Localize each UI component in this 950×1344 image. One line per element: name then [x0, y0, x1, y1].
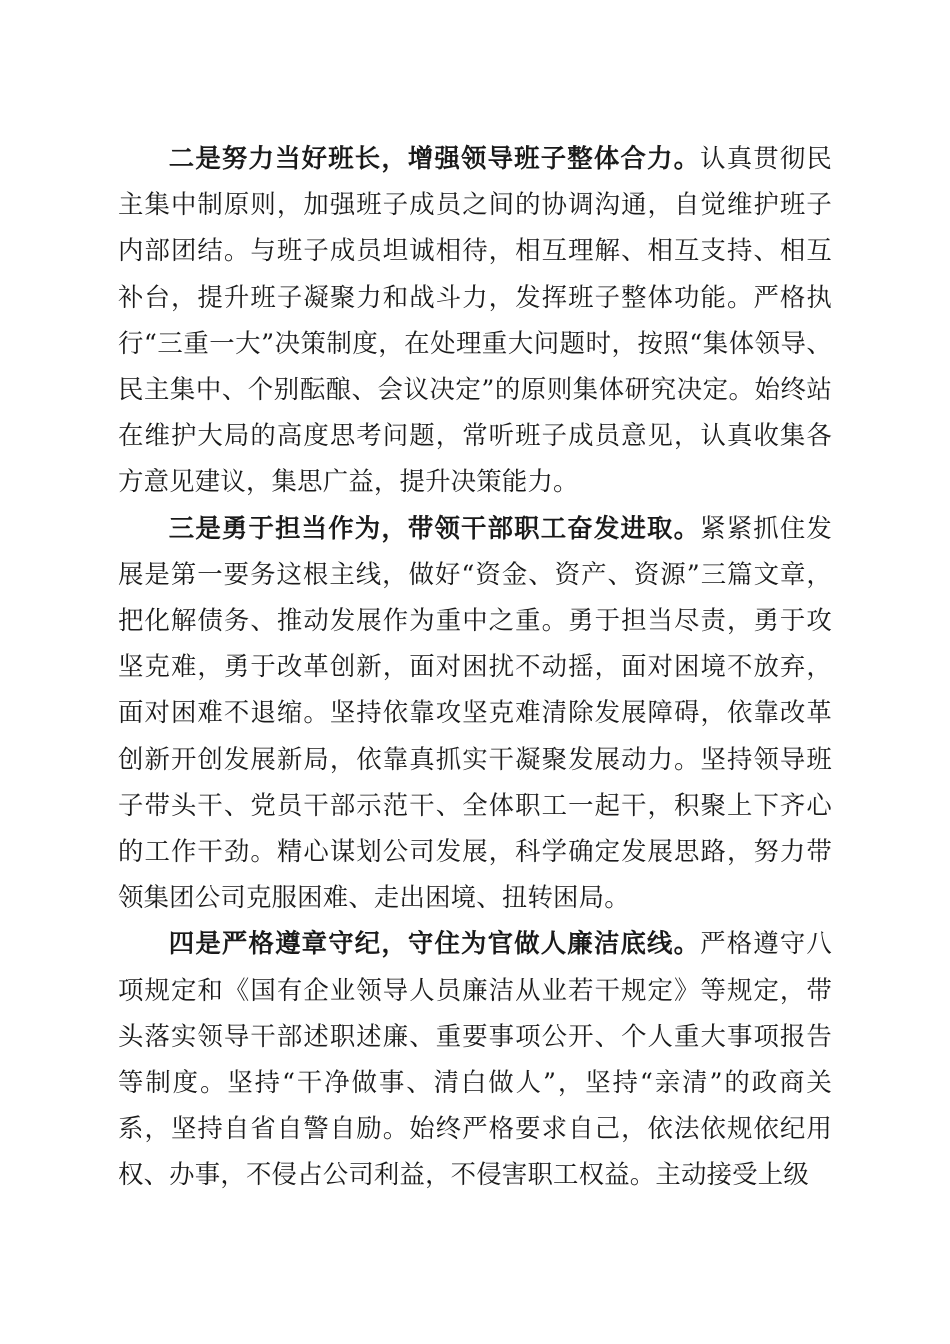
document-body	[118, 135, 832, 1198]
paragraph-3-lead: 三是勇于担当作为，带领干部职工奋发进取。	[168, 512, 701, 543]
paragraph-2	[118, 135, 832, 505]
paragraph-3	[118, 505, 832, 921]
paragraph-3-body: 紧紧抓住发展是第一要务这根主线，做好“资金、资产、资源”三篇文章，把化解债务、推动发展作为重中之重。勇于担当尽责，勇于攻坚克难，勇于改革创新，面对困扰不动摇，面对困境不放弃，面对困难不退缩。坚持依靠攻坚克难清除发展障碍，依靠改革创新开创发展新局，依靠真抓实干凝聚发展动力。坚持领导班子带头干、党员干部示范干、全体职工一起干，积聚上下齐心的工作干劲。精心谋划公司发展，科学确定发展思路，努力带领集团公司克服困难、走出困境、扭转困局。	[118, 512, 832, 913]
paragraph-2-lead: 二是努力当好班长，增强领导班子整体合力。	[168, 143, 701, 173]
paragraph-4-body: 严格遵守八项规定和《国有企业领导人员廉洁从业若干规定》等规定，带头落实领导干部述职述廉、重要事项公开、个人重大事项报告等制度。坚持“干净做事、清白做人”，坚持“亲清”的政商关系，坚持自省自警自励。始终严格要求自己，依法依规依纪用权、办事，不侵占公司利益，不侵害职工权益。主动接受上级	[118, 928, 832, 1190]
paragraph-4	[118, 920, 832, 1197]
paragraph-2-body: 认真贯彻民主集中制原则，加强班子成员之间的协调沟通，自觉维护班子内部团结。与班子成员坦诚相待，相互理解、相互支持、相互补台，提升班子凝聚力和战斗力，发挥班子整体功能。严格执行“三重一大”决策制度，在处理重大问题时，按照“集体领导、民主集中、个别酝酿、会议决定”的原则集体研究决定。始终站在维护大局的高度思考问题，常听班子成员意见，认真收集各方意见建议，集思广益，提升决策能力。	[118, 143, 832, 497]
paragraph-4-lead: 四是严格遵章守纪，守住为官做人廉洁底线。	[168, 928, 701, 959]
